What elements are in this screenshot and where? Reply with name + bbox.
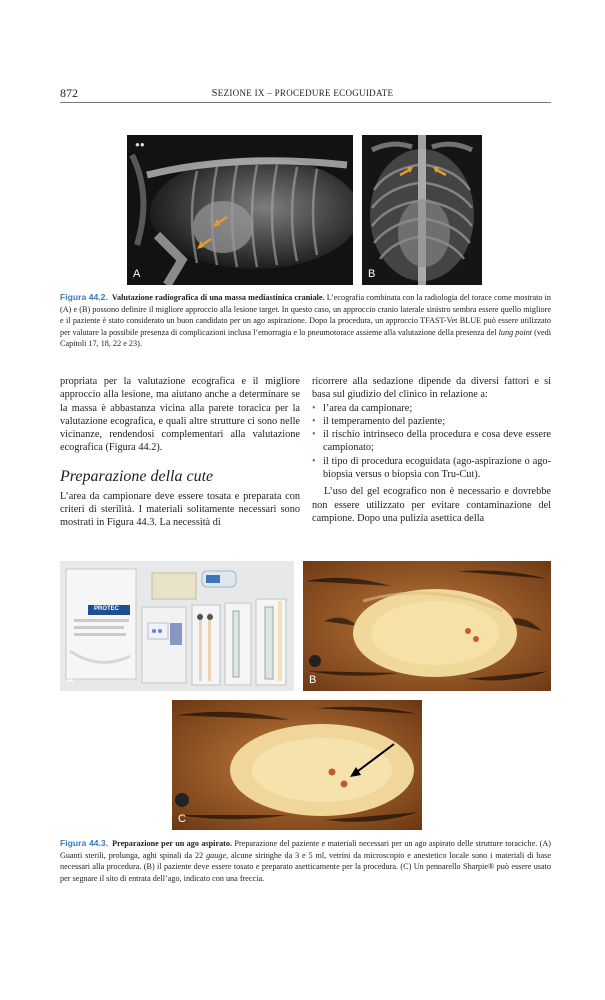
bullet-item: • l’area da campionare; <box>312 402 551 415</box>
figure-44-2-caption <box>60 292 551 350</box>
running-header-rest: EZIONE IX – PROCEDURE ECOGUIDATE <box>217 88 394 98</box>
bullet-item: • il rischio intrinseco della procedura e cosa deve essere campionato; <box>312 428 551 455</box>
figure-44-3-caption <box>60 838 551 884</box>
running-header <box>0 88 605 99</box>
figure-44-2-text: L’ecografia combinata con la radiologia del torace come mostrato in (A) e (B) possono definire il migliore approccio alla lesione target. In questo caso, un approccio cranio laterale sinistro sembra essere quello migliore e il paziente è stato considerato un buon candidato per un ago aspirazione. Dopo la procedura, un approccio TFAST-Vet BLUE può essere utilizzato per valutare la possibile presenza di complicazioni inclusa l’emorragia e lo pneumotorace assieme alla valutazione della presenza del <box>60 293 552 337</box>
marked-entry-site-photo <box>172 700 422 830</box>
materials-photo <box>60 561 294 691</box>
left-paragraph-1: propriata per la valutazione ecografica e il migliore approccio alla lesione, ma aiutano anche a determinare se la massa è abbastanza vicina alla parete toracica per la valutazione ecografica, e quali altre strutture ci sono nelle vicinanze, rendendosi complementari alla valutazione ecografica (Figura 44.2). <box>60 376 300 454</box>
figure-44-3-text: Preparazione del paziente e materiali necessari per un ago aspirato delle strutture toraciche. (A) Guanti sterili, prolunga, aghi spinali da 22 <box>60 839 552 860</box>
page-number: 872 <box>60 86 78 100</box>
figure-44-3-italic-term: gauge <box>206 850 227 860</box>
bullet-item: • il tipo di procedura ecoguidata (ago-aspirazione o ago-biopsia versus o biopsia con Tru-Cut). <box>312 455 551 482</box>
svg-text:●●: ●● <box>135 140 145 149</box>
panel-label-c: C <box>178 813 186 825</box>
figure-44-3-title: Preparazione per un ago aspirato. <box>112 839 233 848</box>
figure-44-2-number: Figura 44.2. <box>60 292 108 302</box>
figure-44-3-number: Figura 44.3. <box>60 838 109 848</box>
radiograph-lateral-image <box>127 135 353 285</box>
shaved-patient-photo <box>303 561 551 691</box>
panel-label-a: A <box>66 674 74 686</box>
panel-label-b: B <box>309 674 317 686</box>
figure-44-2-title: Valutazione radiografica di una massa mediastinica craniale. <box>111 293 325 302</box>
panel-label-b: B <box>368 268 376 280</box>
panel-label-a: A <box>133 268 141 280</box>
left-column <box>60 375 300 530</box>
bullet-item: • il temperamento del paziente; <box>312 415 551 428</box>
left-paragraph-2: L’area da campionare deve essere tosata e preparata con criteri di sterilità. I materiali solitamente necessari sono mostrati in Figura 44.3. La necessità di <box>60 490 300 529</box>
running-header-initial: S <box>211 88 218 99</box>
bullet-list <box>312 402 551 482</box>
figure-44-3-text-end: , alcune siringhe da 3 e 5 ml, vetrini da microscopio e anestetico locale sono i materiali di base necessari alla procedura. (B) il paziente deve essere tosato e preparato asetticamente per la procedura. (C) Un pennarello Sharpie® può essere usato per segnare il sito di entrata dell’ago, indicato con una freccia. <box>60 850 551 883</box>
right-column <box>312 375 551 525</box>
figure-44-2-text-end: (vedi Capitoli 17, 18, 22 e 23). <box>60 327 552 349</box>
radiograph-ventrodorsal-image <box>362 135 482 285</box>
right-paragraph-2: L’uso del gel ecografico non è necessario e dovrebbe non essere utilizzato per evitare contaminazione del campione. Dopo una pulizia asettica della <box>312 486 551 524</box>
section-heading: Preparazione della cute <box>60 467 214 485</box>
right-paragraph-1: ricorrere alla sedazione dipende da diversi fattori e si basa sul giudizio del clinico in relazione a: <box>312 376 551 401</box>
package-brand-label: PROTEC <box>94 606 120 612</box>
header-rule <box>60 102 551 103</box>
figure-44-2-italic-term: lung point <box>498 327 533 337</box>
